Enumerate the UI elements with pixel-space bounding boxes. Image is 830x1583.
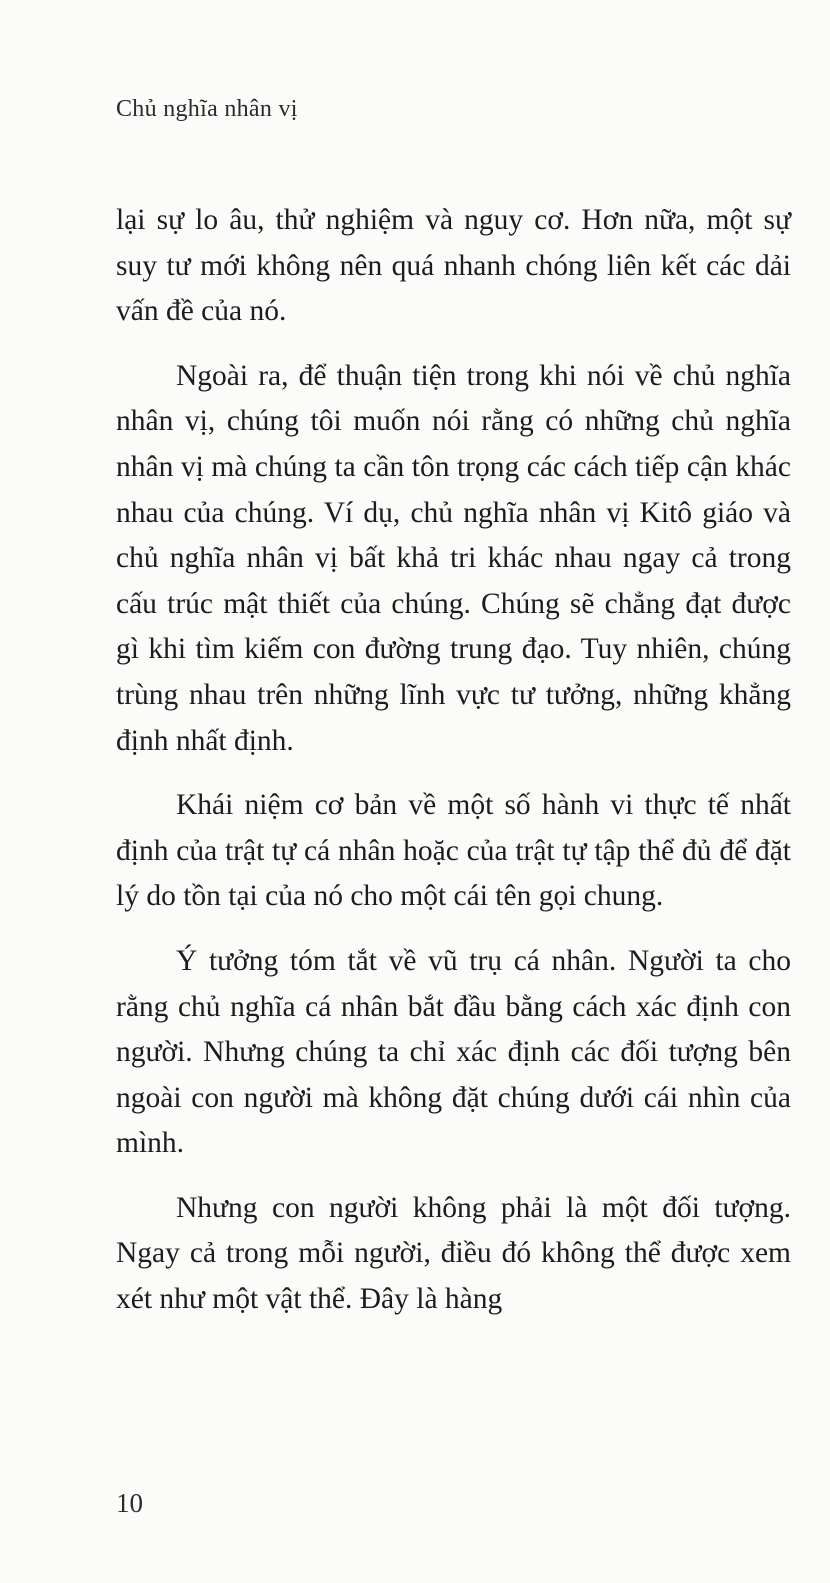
body-text	[116, 198, 791, 1342]
page-number: 10	[116, 1488, 143, 1518]
paragraph: lại sự lo âu, thử nghiệm và nguy cơ. Hơn nữa, một sự suy tư mới không nên quá nhanh chóng liên kết các dải vấn đề của nó.	[116, 204, 791, 328]
running-head: Chủ nghĩa nhân vị	[116, 96, 298, 122]
paragraph: Ngoài ra, để thuận tiện trong khi nói về chủ nghĩa nhân vị, chúng tôi muốn nói rằng có những chủ nghĩa nhân vị mà chúng ta cần tôn trọng các cách tiếp cận khác nhau của chúng. Ví dụ, chủ nghĩa nhân vị Kitô giáo và chủ nghĩa nhân vị bất khả tri khác nhau ngay cả trong cấu trúc mật thiết của chúng. Chúng sẽ chẳng đạt được gì khi tìm kiếm con đường trung đạo. Tuy nhiên, chúng trùng nhau trên những lĩnh vực tư tưởng, những khẳng định nhất định.	[116, 359, 791, 757]
paragraph: Khái niệm cơ bản về một số hành vi thực tế nhất định của trật tự cá nhân hoặc của trật tự tập thể đủ để đặt lý do tồn tại của nó cho một cái tên gọi chung.	[116, 789, 791, 913]
paragraph: Ý tưởng tóm tắt về vũ trụ cá nhân. Người ta cho rằng chủ nghĩa cá nhân bắt đầu bằng cách xác định con người. Nhưng chúng ta chỉ xác định các đối tượng bên ngoài con người mà không đặt chúng dưới cái nhìn của mình.	[116, 944, 791, 1160]
paragraph: Nhưng con người không phải là một đối tượng. Ngay cả trong mỗi người, điều đó không thể được xem xét như một vật thể. Đây là hàng	[116, 1191, 791, 1316]
